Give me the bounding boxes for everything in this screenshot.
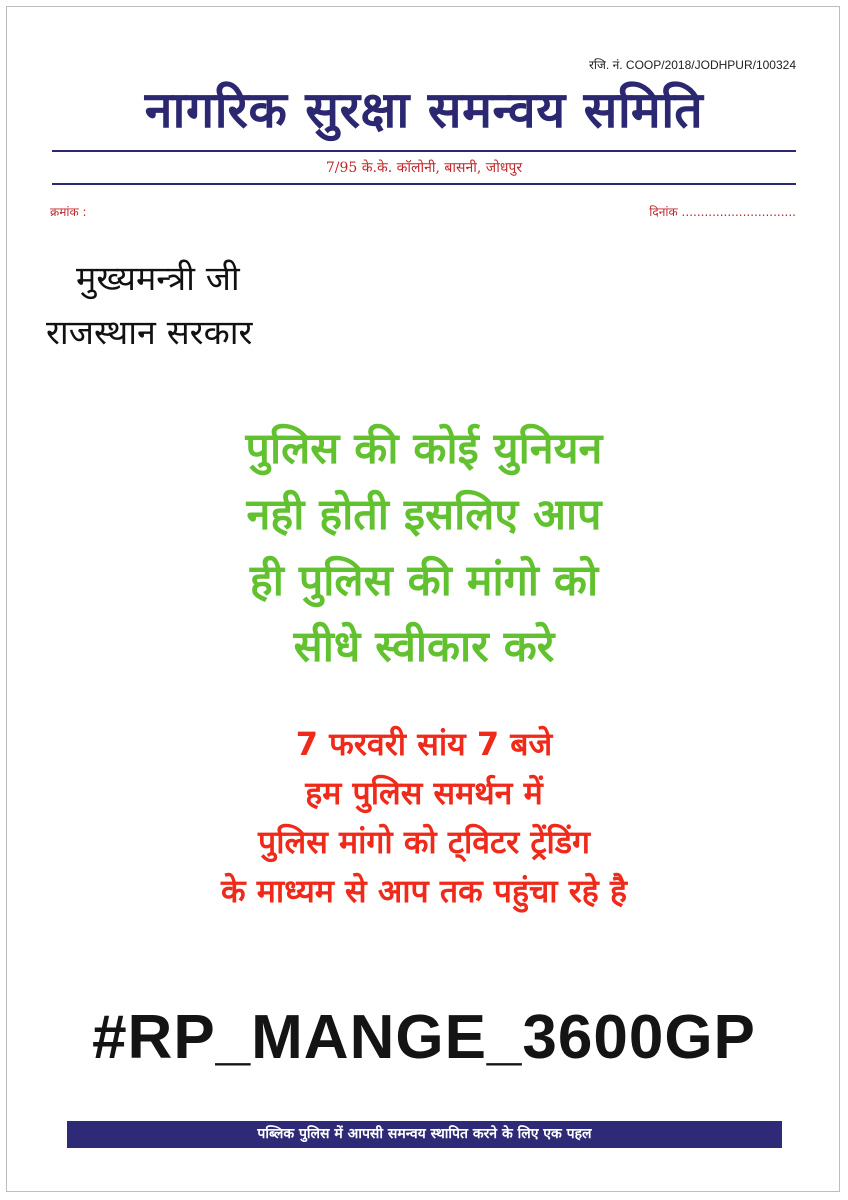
organization-title: नागरिक सुरक्षा समन्वय समिति — [144, 81, 704, 139]
header-rule-bottom — [52, 183, 796, 185]
date-label: दिनांक .............................. — [649, 205, 796, 219]
registration-number: रजि. नं. COOP/2018/JODHPUR/100324 — [589, 58, 796, 72]
appeal-line: नही होती इसलिए आप — [246, 490, 602, 540]
header-rule-top — [52, 150, 796, 152]
appeal-line: सीधे स्वीकार करे — [293, 622, 555, 672]
organization-address: 7/95 के.के. कॉलोनी, बासनी, जोधपुर — [325, 160, 523, 176]
reference-number-label: क्रमांक : — [50, 205, 87, 219]
announcement-line: हम पुलिस समर्थन में — [305, 774, 543, 812]
announcement-block — [0, 720, 848, 916]
announcement-line: के माध्यम से आप तक पहुंचा रहे है — [221, 872, 627, 910]
footer-tagline-band: पब्लिक पुलिस में आपसी समन्वय स्थापित करने के लिए एक पहल — [67, 1121, 782, 1148]
recipient-line-1: मुख्यमन्त्री जी — [76, 259, 240, 299]
announcement-line: 7 फरवरी सांय 7 बजे — [295, 725, 553, 763]
campaign-hashtag: #RP_MANGE_3600GP — [92, 1003, 756, 1072]
appeal-block — [0, 416, 848, 680]
appeal-line: ही पुलिस की मांगो को — [249, 556, 599, 606]
announcement-line: पुलिस मांगो को ट्विटर ट्रेंडिंग — [258, 823, 590, 861]
recipient-line-2: राजस्थान सरकार — [46, 313, 253, 353]
appeal-line: पुलिस की कोई युनियन — [245, 424, 603, 474]
